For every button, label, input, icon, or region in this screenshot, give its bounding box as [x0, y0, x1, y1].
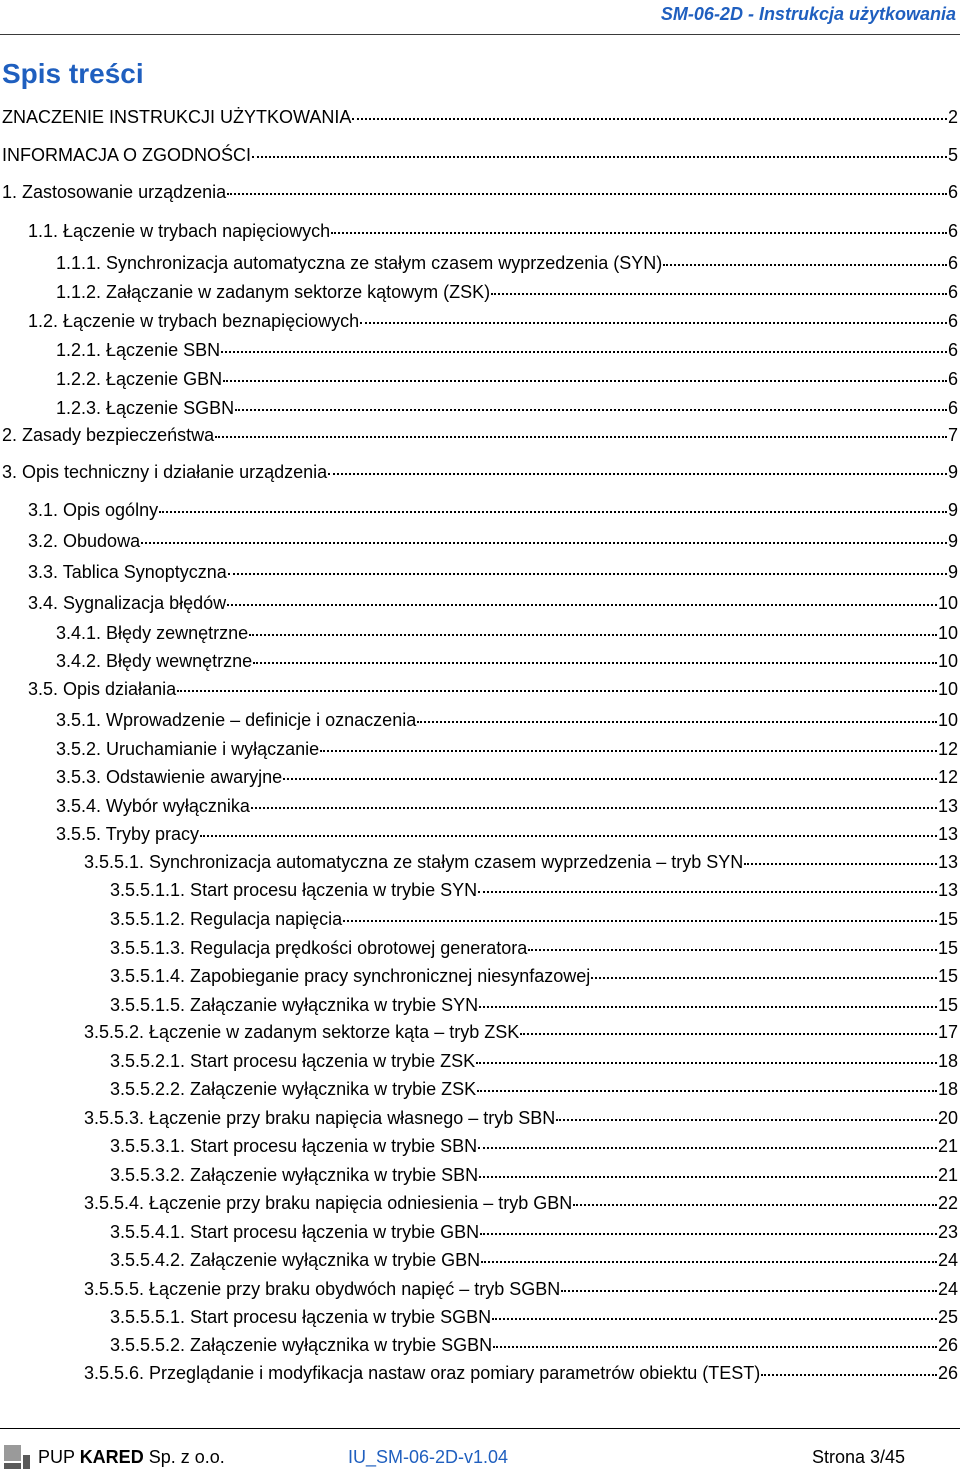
- toc-entry-label: 3.5.3. Odstawienie awaryjne: [56, 767, 283, 787]
- toc-dot-leader: [520, 1032, 937, 1035]
- toc-entry-page: 18: [937, 1079, 958, 1099]
- toc-heading: Spis treści: [2, 58, 144, 89]
- toc-entry-label: 3.5.5.4.1. Start procesu łączenia w trybie GBN: [110, 1222, 480, 1242]
- toc-entry-page: 23: [937, 1222, 958, 1242]
- toc-entry[interactable]: [84, 1362, 958, 1384]
- toc-entry-label: 3.5.5.4. Łączenie przy braku napięcia odniesienia – tryb GBN: [84, 1193, 573, 1213]
- toc-entry-page: 13: [937, 796, 958, 816]
- toc-entry[interactable]: [56, 281, 958, 303]
- toc-entry-label: 3.2. Obudowa: [28, 531, 141, 551]
- toc-entry[interactable]: [56, 622, 958, 644]
- toc-dot-leader: [478, 890, 937, 893]
- toc-entry-label: 3.5.5. Tryby pracy: [56, 824, 200, 844]
- toc-entry-page: 17: [937, 1022, 958, 1042]
- toc-entry-page: 20: [937, 1108, 958, 1128]
- toc-entry-page: 12: [937, 739, 958, 759]
- toc-entry-page: 9: [947, 562, 958, 582]
- toc-entry[interactable]: [110, 1249, 958, 1271]
- toc-entry[interactable]: [28, 310, 958, 332]
- toc-entry-page: 21: [937, 1165, 958, 1185]
- page-footer: [0, 1445, 960, 1469]
- toc-dot-leader: [221, 350, 947, 353]
- toc-entry-label: 1.1. Łączenie w trybach napięciowych: [28, 221, 331, 241]
- toc-dot-leader: [479, 1175, 937, 1178]
- toc-entry[interactable]: [2, 144, 958, 166]
- toc-entry-label: 1.2.2. Łączenie GBN: [56, 369, 223, 389]
- toc-entry-page: 15: [937, 995, 958, 1015]
- toc-entry[interactable]: [28, 530, 958, 552]
- header-title: SM-06-2D - Instrukcja użytkowania: [660, 4, 956, 24]
- toc-dot-leader: [252, 155, 947, 158]
- footer-company: PUP KARED Sp. z o.o.: [38, 1447, 225, 1467]
- toc-entry-page: 13: [937, 824, 958, 844]
- toc-entry[interactable]: [110, 965, 958, 987]
- footer-doc-code: IU_SM-06-2D-v1.04: [348, 1447, 509, 1467]
- toc-entry-page: 15: [937, 938, 958, 958]
- page-header: [0, 0, 960, 35]
- toc-entry-page: 6: [947, 369, 958, 389]
- toc-entry-label: 3.4. Sygnalizacja błędów: [28, 593, 227, 613]
- toc-entry-page: 6: [947, 282, 958, 302]
- toc-entry-label: 3.4.1. Błędy zewnętrzne: [56, 623, 249, 643]
- toc-entry-page: 26: [937, 1363, 958, 1383]
- toc-dot-leader: [573, 1203, 937, 1206]
- toc-entry[interactable]: [2, 424, 958, 446]
- toc-dot-leader: [476, 1061, 937, 1064]
- toc-entry[interactable]: [56, 252, 958, 274]
- toc-entry-label: 3.5.2. Uruchamianie i wyłączanie: [56, 739, 320, 759]
- toc-entry-page: 13: [937, 880, 958, 900]
- toc-entry-page: 6: [947, 182, 958, 202]
- toc-entry-label: 1. Zastosowanie urządzenia: [2, 182, 227, 202]
- toc-entry-label: 1.1.2. Załączanie w zadanym sektorze kątowym (ZSK): [56, 282, 491, 302]
- toc-entry-label: 3.5.4. Wybór wyłącznika: [56, 796, 250, 816]
- toc-entry-label: 3. Opis techniczny i działanie urządzenia: [2, 462, 328, 482]
- toc-entry-label: 3.5.5.4.2. Załączenie wyłącznika w trybie GBN: [110, 1250, 481, 1270]
- toc-dot-leader: [352, 117, 947, 120]
- toc-entry[interactable]: [56, 823, 958, 845]
- toc-entry-page: 9: [947, 500, 958, 520]
- toc-entry[interactable]: [56, 339, 958, 361]
- toc-dot-leader: [343, 919, 937, 922]
- toc-entry-page: 2: [947, 107, 958, 127]
- toc-entry[interactable]: [56, 795, 958, 817]
- toc-entry-page: 15: [937, 966, 958, 986]
- toc-entry[interactable]: [56, 766, 958, 788]
- toc-entry[interactable]: [56, 368, 958, 390]
- toc-entry[interactable]: [110, 1306, 958, 1328]
- toc-entry-label: INFORMACJA O ZGODNOŚCI: [2, 145, 252, 165]
- toc-entry-page: 10: [937, 651, 958, 671]
- toc-dot-leader: [159, 510, 947, 513]
- toc-dot-leader: [251, 806, 937, 809]
- toc-entry-label: 3.5.5.6. Przeglądanie i modyfikacja nastaw oraz pomiary parametrów obiektu (TEST): [84, 1363, 761, 1383]
- toc-entry[interactable]: [2, 181, 958, 203]
- toc-entry[interactable]: [110, 908, 958, 930]
- toc-dot-leader: [744, 862, 937, 865]
- toc-entry[interactable]: [84, 1192, 958, 1214]
- toc-dot-leader: [283, 777, 937, 780]
- toc-dot-leader: [200, 834, 937, 837]
- toc-entry-page: 15: [937, 909, 958, 929]
- toc-entry-label: ZNACZENIE INSTRUKCJI UŻYTKOWANIA: [2, 107, 352, 127]
- toc-dot-leader: [177, 689, 937, 692]
- toc-dot-leader: [360, 321, 947, 324]
- toc-dot-leader: [480, 1232, 937, 1235]
- toc-entry[interactable]: [28, 220, 958, 242]
- toc-dot-leader: [561, 1289, 937, 1292]
- toc-entry-page: 10: [937, 679, 958, 699]
- toc-entry-page: 18: [937, 1051, 958, 1071]
- toc-entry-page: 10: [937, 593, 958, 613]
- toc-entry-label: 3.5.5.1. Synchronizacja automatyczna ze stałym czasem wyprzedzenia – tryb SYN: [84, 852, 744, 872]
- toc-entry-label: 3.5.5.2.1. Start procesu łączenia w trybie ZSK: [110, 1051, 476, 1071]
- toc-entry-label: 3.5.5.5.2. Załączenie wyłącznika w trybie SGBN: [110, 1335, 493, 1355]
- toc-entry[interactable]: [110, 1334, 958, 1356]
- toc-entry-page: 6: [947, 311, 958, 331]
- toc-entry-page: 13: [937, 852, 958, 872]
- toc-entry-page: 6: [947, 253, 958, 273]
- toc-entry-label: 1.2.1. Łączenie SBN: [56, 340, 221, 360]
- toc-dot-leader: [328, 472, 947, 475]
- toc-dot-leader: [331, 231, 947, 234]
- toc-dot-leader: [591, 976, 937, 979]
- toc-entry-label: 3.5.5.5. Łączenie przy braku obydwóch napięć – tryb SGBN: [84, 1279, 561, 1299]
- toc-entry-label: 3.5.5.1.4. Zapobieganie pracy synchronicznej niesynfazowej: [110, 966, 591, 986]
- toc-dot-leader: [253, 661, 937, 664]
- toc-entry-label: 3.3. Tablica Synoptyczna: [28, 562, 227, 582]
- toc-entry-label: 3.5. Opis działania: [28, 679, 177, 699]
- toc-entry[interactable]: [110, 1135, 958, 1157]
- toc-entry-page: 21: [937, 1136, 958, 1156]
- toc-entry-page: 5: [947, 145, 958, 165]
- toc-entry[interactable]: [84, 1107, 958, 1129]
- toc-entry[interactable]: [110, 1164, 958, 1186]
- toc-dot-leader: [223, 379, 947, 382]
- footer-page-number: Strona 3/45: [812, 1447, 906, 1467]
- toc-entry[interactable]: [56, 397, 958, 419]
- toc-dot-leader: [477, 1089, 937, 1092]
- toc-entry-label: 2. Zasady bezpieczeństwa: [2, 425, 215, 445]
- toc-entry-label: 3.1. Opis ogólny: [28, 500, 159, 520]
- toc-entry-page: 22: [937, 1193, 958, 1213]
- toc-dot-leader: [528, 948, 937, 951]
- toc-dot-leader: [215, 435, 947, 438]
- toc-entry-label: 3.5.5.3.2. Załączenie wyłącznika w trybie SBN: [110, 1165, 479, 1185]
- toc-entry-label: 3.5.5.1.5. Załączanie wyłącznika w trybie SYN: [110, 995, 479, 1015]
- toc-entry[interactable]: [110, 1050, 958, 1072]
- toc-entry[interactable]: [110, 1221, 958, 1243]
- toc-entry[interactable]: [110, 879, 958, 901]
- toc-entry[interactable]: [28, 499, 958, 521]
- toc-dot-leader: [141, 541, 947, 544]
- toc-dot-leader: [493, 1345, 937, 1348]
- footer-divider: [0, 1428, 960, 1429]
- toc-entry-page: 10: [937, 623, 958, 643]
- toc-entry[interactable]: [56, 738, 958, 760]
- toc-entry[interactable]: [2, 106, 958, 128]
- toc-dot-leader: [556, 1118, 937, 1121]
- toc-entry-label: 3.5.5.1.3. Regulacja prędkości obrotowej generatora: [110, 938, 528, 958]
- toc-entry[interactable]: [84, 851, 958, 873]
- toc-entry-page: 6: [947, 340, 958, 360]
- toc-entry-label: 3.5.5.1.1. Start procesu łączenia w trybie SYN: [110, 880, 478, 900]
- toc-entry-page: 25: [937, 1307, 958, 1327]
- toc-entry-page: 6: [947, 221, 958, 241]
- toc-entry[interactable]: [110, 937, 958, 959]
- toc-entry[interactable]: [28, 592, 958, 614]
- toc-entry-label: 3.5.5.2.2. Załączenie wyłącznika w trybie ZSK: [110, 1079, 477, 1099]
- toc-dot-leader: [761, 1373, 937, 1376]
- toc-dot-leader: [663, 263, 947, 266]
- toc-entry[interactable]: [110, 1078, 958, 1100]
- toc-entry-label: 3.5.5.5.1. Start procesu łączenia w trybie SGBN: [110, 1307, 492, 1327]
- toc-entry-label: 1.2.3. Łączenie SGBN: [56, 398, 235, 418]
- toc-entry-label: 1.2. Łączenie w trybach beznapięciowych: [28, 311, 360, 331]
- toc-dot-leader: [481, 1260, 937, 1263]
- toc-entry-page: 24: [937, 1279, 958, 1299]
- company-logo-icon: [4, 1445, 30, 1469]
- toc-entry[interactable]: [84, 1278, 958, 1300]
- toc-dot-leader: [228, 572, 947, 575]
- toc-dot-leader: [478, 1146, 937, 1149]
- toc-dot-leader: [479, 1005, 937, 1008]
- toc-entry[interactable]: [56, 650, 958, 672]
- toc-entry-page: 9: [947, 462, 958, 482]
- toc-entry-page: 24: [937, 1250, 958, 1270]
- toc-entry-label: 3.5.1. Wprowadzenie – definicje i oznaczenia: [56, 710, 417, 730]
- toc-entry[interactable]: [110, 994, 958, 1016]
- toc-entry-label: 3.5.5.3. Łączenie przy braku napięcia własnego – tryb SBN: [84, 1108, 556, 1128]
- toc-entry[interactable]: [28, 561, 958, 583]
- toc-entry-page: 10: [937, 710, 958, 730]
- toc-entry[interactable]: [56, 709, 958, 731]
- toc-entry-page: 6: [947, 398, 958, 418]
- toc-entry-label: 3.5.5.2. Łączenie w zadanym sektorze kąta – tryb ZSK: [84, 1022, 520, 1042]
- toc-entry-label: 1.1.1. Synchronizacja automatyczna ze stałym czasem wyprzedzenia (SYN): [56, 253, 663, 273]
- toc-entry-page: 12: [937, 767, 958, 787]
- toc-entry[interactable]: [28, 678, 958, 700]
- toc-dot-leader: [227, 192, 947, 195]
- toc-entry-page: 7: [947, 425, 958, 445]
- toc-dot-leader: [491, 292, 947, 295]
- toc-entry[interactable]: [84, 1021, 958, 1043]
- toc-entry-label: 3.5.5.3.1. Start procesu łączenia w trybie SBN: [110, 1136, 478, 1156]
- toc-entry[interactable]: [2, 461, 958, 483]
- toc-dot-leader: [492, 1317, 937, 1320]
- toc-dot-leader: [417, 720, 937, 723]
- toc-entry-label: 3.4.2. Błędy wewnętrzne: [56, 651, 253, 671]
- toc-dot-leader: [320, 749, 937, 752]
- toc-entry-page: 9: [947, 531, 958, 551]
- toc-dot-leader: [227, 603, 937, 606]
- toc-dot-leader: [249, 633, 937, 636]
- toc-entry-page: 26: [937, 1335, 958, 1355]
- toc-entry-label: 3.5.5.1.2. Regulacja napięcia: [110, 909, 343, 929]
- toc-dot-leader: [235, 408, 947, 411]
